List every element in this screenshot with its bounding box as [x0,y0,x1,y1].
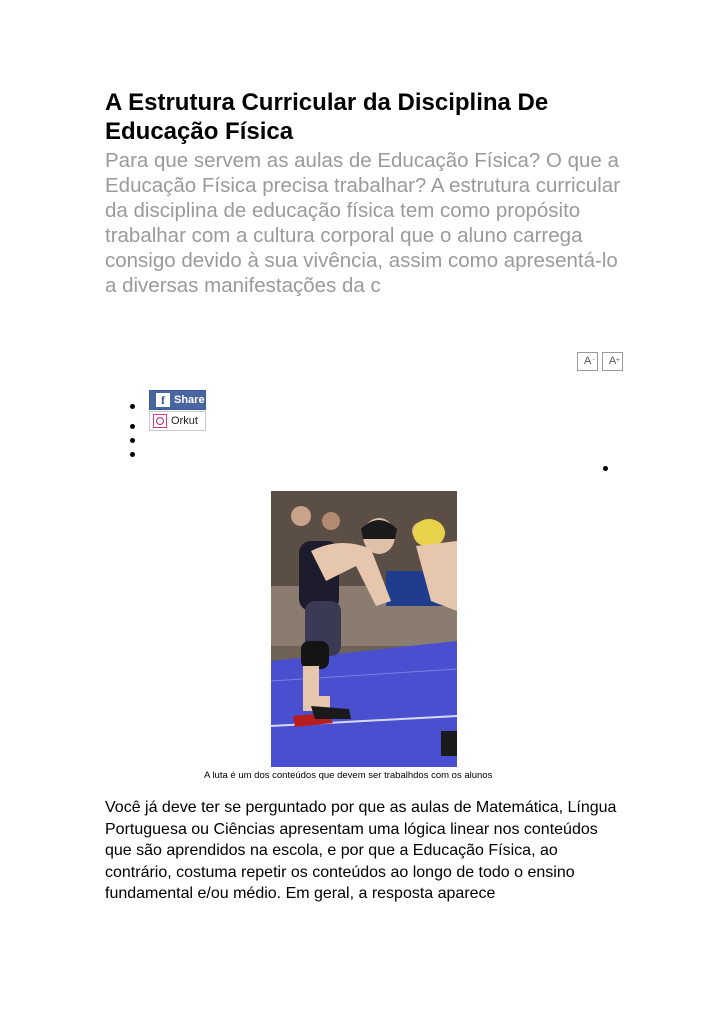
bullet-icon [130,438,135,443]
orkut-share-label: Orkut [171,415,198,427]
page-title: A Estrutura Curricular da Disciplina De Educação Física [105,89,549,145]
decrease-font-button[interactable] [577,352,598,371]
photo-caption: A luta é um dos conteúdos que devem ser trabalhdos com os alunos [204,770,493,781]
font-size-tools [577,352,623,371]
wrestling-photo [271,491,457,767]
facebook-share-label: Share [174,394,205,406]
orkut-share-button[interactable] [149,411,206,431]
article-body: Você já deve ter se perguntado por que as aulas de Matemática, Língua Portuguesa ou Ciências apresentam uma lógica linear nos conteúdos que são aprendidos na escola, e por que a Educação Física, ao contrário, costuma repetir os conteúdos ao longo de todo o ensino fundamental e/ou médio. Em geral, a resposta aparece [105,799,617,902]
facebook-share-button[interactable] [149,390,206,410]
bullet-icon [130,404,135,409]
increase-font-sign: + [615,357,620,364]
orkut-icon [153,414,167,428]
facebook-icon: f [156,393,170,407]
decrease-font-sign: - [592,357,595,364]
bullet-icon [603,466,608,471]
bullet-icon [130,424,135,429]
bullet-icon [130,452,135,457]
article-lead: Para que servem as aulas de Educação Física? O que a Educação Física precisa trabalhar? A estrutura curricular da disciplina de educação física tem como propósito trabalhar com a cultura corporal que o aluno carrega consigo devido à sua vivência, assim como apresentá-lo a diversas manifestações da c [105,149,621,297]
decrease-font-label: A [583,355,592,367]
increase-font-button[interactable] [602,352,623,371]
increase-font-label: A [608,355,617,367]
article [105,88,625,298]
